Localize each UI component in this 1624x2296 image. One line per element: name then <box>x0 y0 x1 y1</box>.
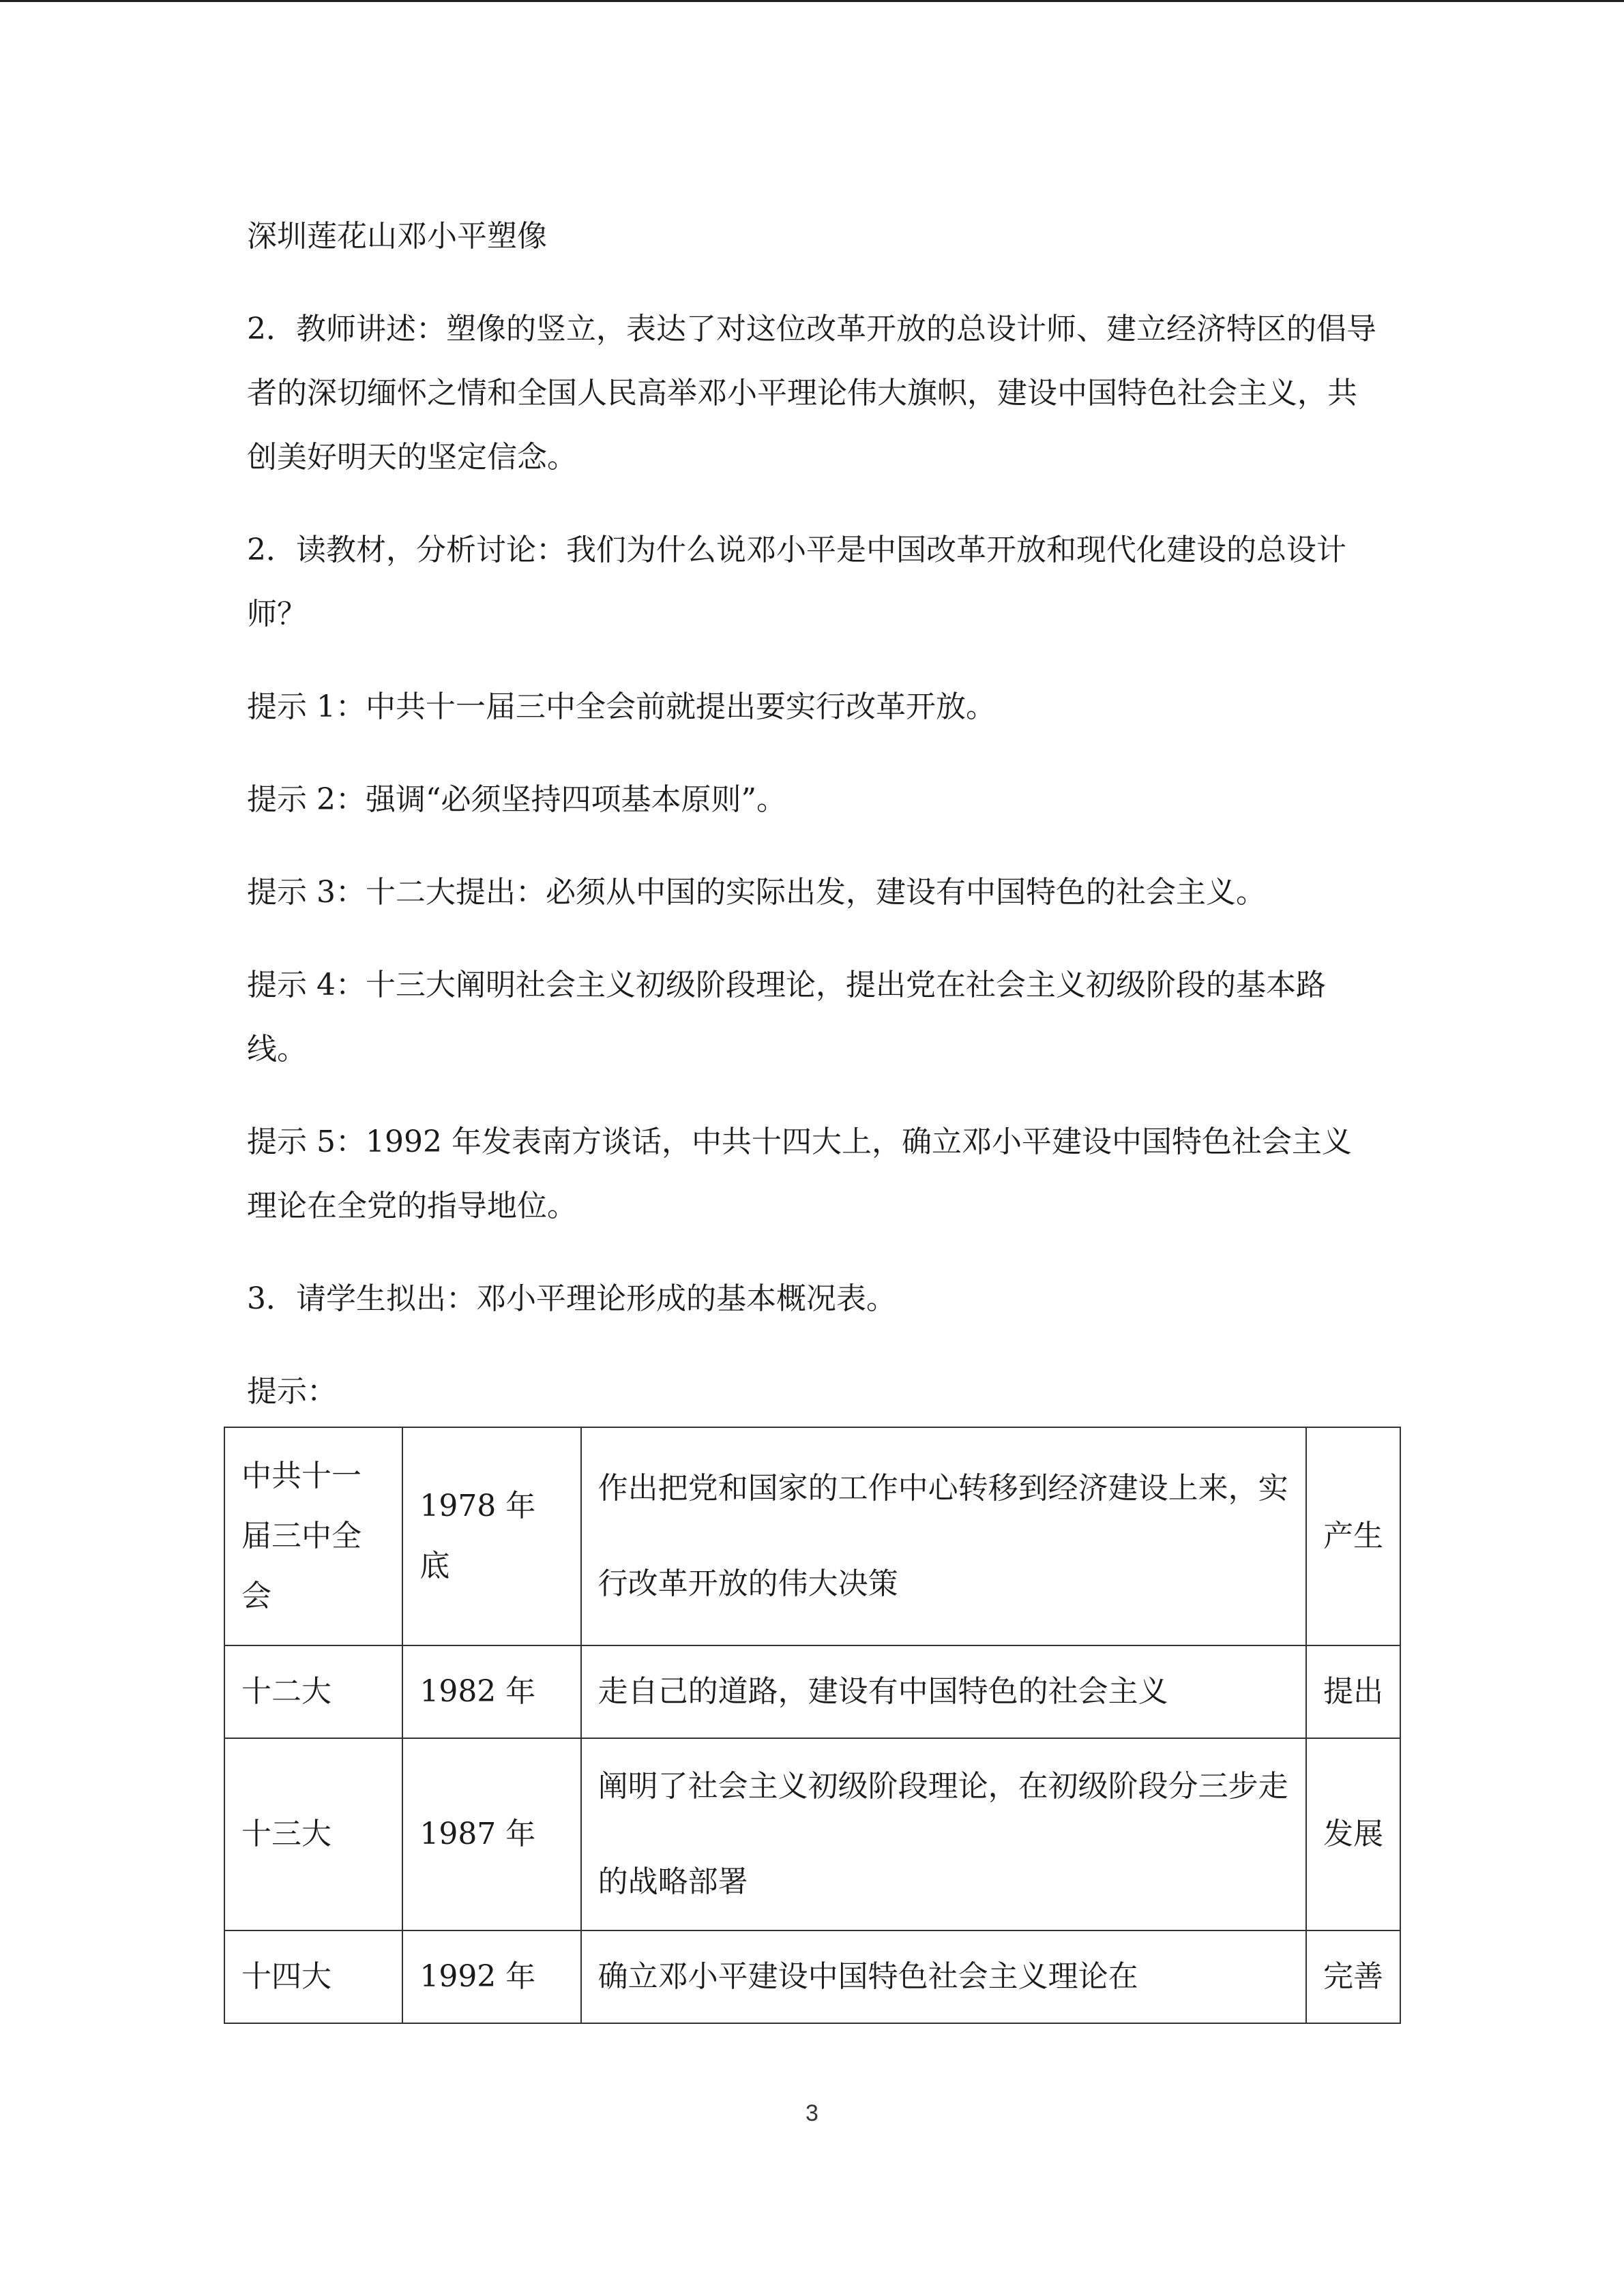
table-cell-stage: 发展 <box>1306 1738 1400 1930</box>
table-cell-meeting: 十二大 <box>224 1645 402 1738</box>
document-body <box>247 205 1379 1452</box>
table-cell-year: 1978 年底 <box>402 1427 580 1645</box>
page-top-border <box>0 0 1624 2</box>
paragraph-hint-1: 提示 1：中共十一届三中全会前就提出要实行改革开放。 <box>247 689 996 724</box>
paragraph-hint-label: 提示： <box>247 1374 337 1409</box>
paragraph-hint-5: 提示 5：1992 年发表南方谈话，中共十四大上，确立邓小平建设中国特色社会主义理论在全党的指导地位。 <box>247 1124 1352 1223</box>
table-row <box>224 1427 1400 1645</box>
paragraph-discussion-question: 2．读教材，分析讨论：我们为什么说邓小平是中国改革开放和现代化建设的总设计师？ <box>247 533 1346 631</box>
table-cell-meeting: 十三大 <box>224 1738 402 1930</box>
paragraph-hint-2: 提示 2：强调“必须坚持四项基本原则”。 <box>247 782 786 817</box>
table-cell-meeting: 中共十一届三中全会 <box>224 1427 402 1645</box>
table-cell-description: 作出把党和国家的工作中心转移到经济建设上来，实行改革开放的伟大决策 <box>581 1427 1307 1645</box>
paragraph-caption: 深圳莲花山邓小平塑像 <box>247 219 547 254</box>
paragraph-teacher-narration: 2．教师讲述：塑像的竖立，表达了对这位改革开放的总设计师、建立经济特区的倡导者的深切缅怀之情和全国人民高举邓小平理论伟大旗帜，建设中国特色社会主义，共创美好明天的坚定信念。 <box>247 312 1376 475</box>
paragraph-task: 3．请学生拟出：邓小平理论形成的基本概况表。 <box>247 1281 896 1316</box>
table-cell-description: 走自己的道路，建设有中国特色的社会主义 <box>581 1645 1307 1738</box>
table-cell-year: 1992 年 <box>402 1930 580 2023</box>
table-row <box>224 1645 1400 1738</box>
paragraph-hint-4: 提示 4：十三大阐明社会主义初级阶段理论，提出党在社会主义初级阶段的基本路线。 <box>247 968 1326 1067</box>
page-number: 3 <box>806 2100 818 2126</box>
table-cell-year: 1987 年 <box>402 1738 580 1930</box>
table-row <box>224 1738 1400 1930</box>
table-cell-description: 确立邓小平建设中国特色社会主义理论在 <box>581 1930 1307 2023</box>
paragraph-hint-3: 提示 3：十二大提出：必须从中国的实际出发，建设有中国特色的社会主义。 <box>247 875 1266 910</box>
table-cell-stage: 完善 <box>1306 1930 1400 2023</box>
table-cell-description: 阐明了社会主义初级阶段理论，在初级阶段分三步走的战略部署 <box>581 1738 1307 1930</box>
table-cell-year: 1982 年 <box>402 1645 580 1738</box>
table-cell-stage: 提出 <box>1306 1645 1400 1738</box>
theory-summary-table <box>224 1427 1401 2024</box>
table-cell-stage: 产生 <box>1306 1427 1400 1645</box>
table-row <box>224 1930 1400 2023</box>
table-cell-meeting: 十四大 <box>224 1930 402 2023</box>
